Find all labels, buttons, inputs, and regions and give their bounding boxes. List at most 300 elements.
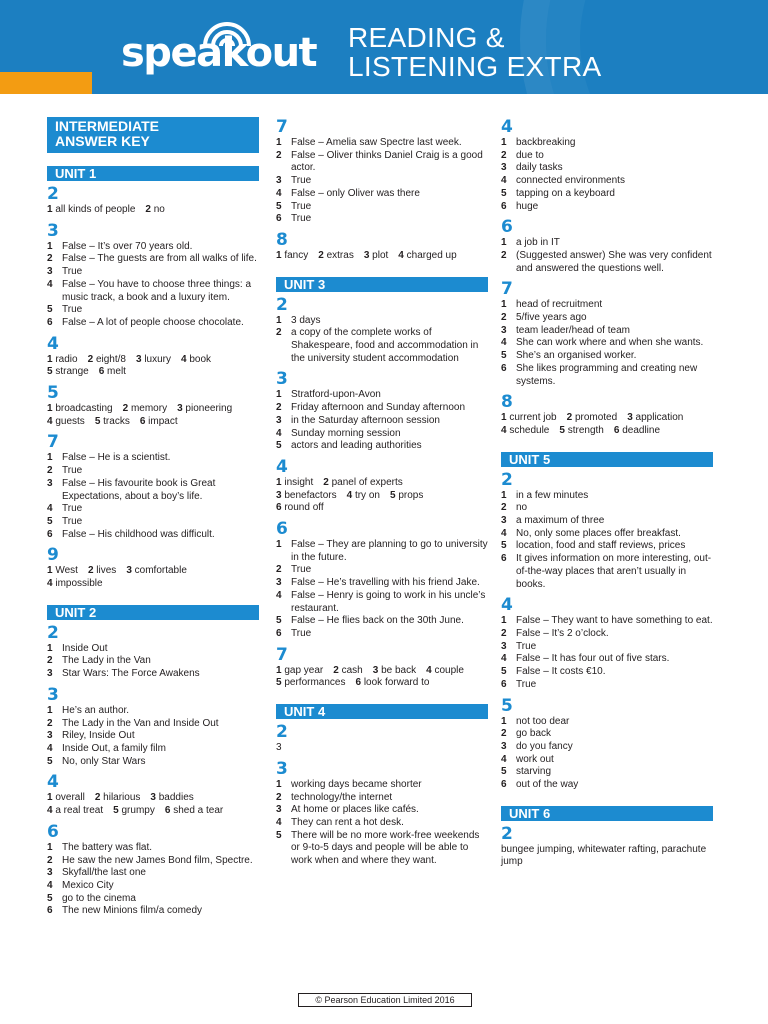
answer-number: 2 xyxy=(47,253,53,265)
answer-number: 5 xyxy=(94,415,101,427)
answer-number: 3 xyxy=(276,489,282,501)
answer-text: broadcasting xyxy=(55,403,113,415)
answer-number: 1 xyxy=(47,240,53,252)
answer-text: The Lady in the Van and Inside Out xyxy=(62,717,219,729)
answer-text: panel of experts xyxy=(331,476,403,488)
answer-text: in a few minutes xyxy=(516,489,589,501)
exercise-number: 6 xyxy=(276,519,288,540)
answer-text: go to the cinema xyxy=(62,892,136,904)
answer-number: 6 xyxy=(501,678,507,690)
answer-text: West xyxy=(55,565,78,577)
answer-number: 4 xyxy=(398,249,404,261)
exercise-number: 2 xyxy=(501,823,513,844)
answer-text: promoted xyxy=(574,412,618,424)
answer-line xyxy=(47,403,259,416)
answer-number: 2 xyxy=(501,312,507,324)
exercise-number: 7 xyxy=(276,117,288,137)
answer-number: 1 xyxy=(47,353,53,365)
answer-text: True xyxy=(62,304,83,316)
answer-text: try on xyxy=(354,489,380,501)
answer-item xyxy=(276,779,488,792)
exercise xyxy=(276,118,488,230)
answer-item xyxy=(501,779,713,792)
section-gap xyxy=(47,918,259,922)
answer-text: False – He flies back on the 30th June. xyxy=(291,615,464,627)
answer-item xyxy=(47,304,259,317)
answer-number: 3 xyxy=(47,266,53,278)
answer-text: technology/the internet xyxy=(291,791,393,803)
answer-number: 3 xyxy=(501,324,507,336)
answer-item xyxy=(47,842,259,855)
exercise-number: 5 xyxy=(47,383,59,404)
answer-text: False – He’s travelling with his friend Jake. xyxy=(291,577,480,589)
answer-number: 1 xyxy=(276,137,282,148)
answer-number: 2 xyxy=(87,565,94,577)
answer-number: 2 xyxy=(333,664,339,676)
answer-number: 1 xyxy=(276,314,282,326)
answer-item xyxy=(276,830,488,868)
column-1 xyxy=(47,117,259,922)
unit-heading: UNIT 3 xyxy=(276,277,488,292)
answer-text: False – His childhood was difficult. xyxy=(62,528,215,540)
answer-item xyxy=(501,175,713,188)
answer-number: 3 xyxy=(47,730,53,742)
answer-number: 3 xyxy=(126,565,132,577)
section-gap xyxy=(501,692,713,696)
answer-item xyxy=(47,718,259,731)
answer-number: 4 xyxy=(47,879,53,891)
answer-item xyxy=(276,188,488,201)
answer-item xyxy=(276,415,488,428)
answer-item xyxy=(47,643,259,656)
answer-number: 2 xyxy=(145,204,151,215)
answer-text: performances xyxy=(284,677,346,689)
answer-text: False – They want to have something to eat. xyxy=(516,615,713,627)
section-gap xyxy=(276,690,488,694)
answer-item xyxy=(276,539,488,564)
answer-number: 1 xyxy=(276,778,282,790)
answer-text: She likes programming and creating new systems. xyxy=(516,362,698,387)
answer-text: She can work where and when she wants. xyxy=(516,337,704,349)
answer-text: cash xyxy=(341,664,363,676)
answer-line xyxy=(501,412,713,425)
section-gap xyxy=(47,591,259,595)
exercise-number: 7 xyxy=(276,644,288,665)
answer-text: False – The guests are from all walks of life. xyxy=(62,253,257,265)
answer-item xyxy=(501,137,713,150)
answer-number: 3 xyxy=(501,515,507,527)
answer-item xyxy=(47,668,259,681)
section-gap xyxy=(276,641,488,645)
answer-line xyxy=(276,665,488,678)
answer-text: a real treat xyxy=(55,805,104,817)
answer-text: strange xyxy=(55,366,89,378)
answer-number: 5 xyxy=(501,766,507,778)
answer-number: 4 xyxy=(501,424,507,436)
answer-item xyxy=(276,327,488,365)
answer-item xyxy=(47,465,259,478)
section-gap xyxy=(47,768,259,772)
answer-item xyxy=(501,754,713,767)
section-gap xyxy=(501,792,713,796)
answer-item xyxy=(47,503,259,516)
answer-number: 4 xyxy=(276,427,282,439)
answer-item xyxy=(47,266,259,279)
answer-line xyxy=(47,565,259,578)
answer-item xyxy=(501,350,713,363)
answer-item xyxy=(276,150,488,175)
exercise-number: 8 xyxy=(276,229,288,250)
answer-text: daily tasks xyxy=(516,162,563,174)
exercise xyxy=(276,296,488,370)
answer-number: 1 xyxy=(501,412,507,424)
logo-out: out xyxy=(245,30,317,76)
answer-text: current job xyxy=(509,412,557,424)
answer-text: The Lady in the Van xyxy=(62,655,151,667)
answer-item xyxy=(501,540,713,553)
answer-number: 3 xyxy=(276,175,282,187)
answer-item xyxy=(501,528,713,541)
answer-number: 4 xyxy=(501,337,507,349)
answer-item xyxy=(501,766,713,779)
answer-text: The battery was flat. xyxy=(62,841,153,853)
answer-text: fancy xyxy=(284,249,309,261)
answer-text: lives xyxy=(96,565,117,577)
exercise xyxy=(47,773,259,821)
answer-text: True xyxy=(516,640,537,652)
answer-number: 6 xyxy=(47,528,53,540)
answer-number: 5 xyxy=(276,615,282,627)
answer-text: working days became shorter xyxy=(291,778,422,790)
answer-number: 2 xyxy=(501,249,507,261)
answer-text: Inside Out xyxy=(62,642,108,654)
answer-text: False – He is a scientist. xyxy=(62,452,171,464)
answer-item xyxy=(501,716,713,729)
exercise-number: 4 xyxy=(47,772,59,793)
answer-text: False – Amelia saw Spectre last week. xyxy=(291,137,462,148)
answer-text: props xyxy=(398,489,424,501)
answer-text: actors and leading authorities xyxy=(291,440,422,452)
answer-number: 1 xyxy=(501,299,507,311)
answer-text: team leader/head of team xyxy=(516,324,630,336)
answer-text: comfortable xyxy=(134,565,187,577)
answer-number: 4 xyxy=(276,187,282,199)
answer-item xyxy=(501,679,713,692)
answer-item xyxy=(276,428,488,441)
answer-number: 2 xyxy=(87,353,94,365)
answer-text: melt xyxy=(107,366,126,378)
answer-number: 6 xyxy=(98,366,105,378)
answer-text: False – You have to choose three things: a music track, a book and a luxury item. xyxy=(62,278,252,303)
answer-item xyxy=(47,905,259,918)
answer-number: 3 xyxy=(47,668,53,680)
answer-text: a job in IT xyxy=(516,237,560,249)
answer-number: 2 xyxy=(47,717,53,729)
exercise-number: 8 xyxy=(501,392,513,413)
answer-number: 6 xyxy=(501,553,507,565)
answer-text: At home or places like cafés. xyxy=(291,804,419,816)
answer-text: Sunday morning session xyxy=(291,427,401,439)
answer-text: do you fancy xyxy=(516,740,573,752)
exercise-number: 3 xyxy=(276,758,288,779)
answer-item xyxy=(47,867,259,880)
answer-text: insight xyxy=(284,476,314,488)
answer-text: overall xyxy=(55,792,85,804)
answer-number: 4 xyxy=(47,415,53,427)
answer-text: go back xyxy=(516,728,552,740)
header-title xyxy=(348,23,601,81)
answer-text: connected environments xyxy=(516,175,625,187)
exercise-number: 2 xyxy=(276,722,288,743)
answer-text: Friday afternoon and Sunday afternoon xyxy=(291,402,466,414)
answer-item xyxy=(501,741,713,754)
section-gap xyxy=(276,515,488,519)
answer-item xyxy=(501,312,713,325)
exercise xyxy=(501,697,713,796)
answer-text: gap year xyxy=(284,664,324,676)
answer-item xyxy=(276,792,488,805)
level-title xyxy=(47,117,259,153)
exercise-number: 4 xyxy=(501,117,513,137)
exercise xyxy=(276,231,488,267)
answer-text: False – His favourite book is Great Expectations, about a boy’s life. xyxy=(62,477,216,502)
answer-number: 1 xyxy=(501,715,507,727)
answer-number: 3 xyxy=(501,740,507,752)
answer-text: Inside Out, a family film xyxy=(62,742,166,754)
speakout-logo xyxy=(121,30,317,76)
answer-number: 3 xyxy=(363,249,370,261)
answer-item xyxy=(276,817,488,830)
answer-number: 1 xyxy=(276,539,282,551)
answer-number: 5 xyxy=(276,440,282,452)
exercise-number: 3 xyxy=(47,684,59,705)
answer-text: True xyxy=(62,266,83,278)
answer-line xyxy=(276,677,488,690)
answer-number: 4 xyxy=(501,653,507,665)
answer-item xyxy=(501,728,713,741)
answer-text: eight/8 xyxy=(95,353,126,365)
answer-number: 4 xyxy=(47,578,53,590)
answer-number: 1 xyxy=(47,204,53,215)
answer-text: not too dear xyxy=(516,715,570,727)
answer-number: 4 xyxy=(346,489,353,501)
answer-item xyxy=(47,756,259,769)
answer-number: 6 xyxy=(501,200,507,212)
section-gap xyxy=(501,438,713,442)
answer-item xyxy=(276,590,488,615)
answer-number: 6 xyxy=(164,805,171,817)
answer-number: 3 xyxy=(177,403,183,415)
answer-text: True xyxy=(291,213,312,225)
answer-text: grumpy xyxy=(121,805,155,817)
exercise-number: 5 xyxy=(501,695,513,716)
answer-text: False – Henry is going to work in his uncle’s restaurant. xyxy=(291,589,486,614)
answer-text: True xyxy=(291,200,312,212)
answer-number: 3 xyxy=(276,577,282,589)
section-gap xyxy=(47,541,259,545)
exercise xyxy=(501,596,713,695)
answer-number: 2 xyxy=(276,327,282,339)
answer-item xyxy=(501,515,713,528)
answer-number: 6 xyxy=(501,362,507,374)
answer-number: 2 xyxy=(501,502,507,514)
answer-item xyxy=(47,253,259,266)
answer-line xyxy=(501,425,713,438)
section-gap xyxy=(276,226,488,230)
answer-text: hilarious xyxy=(103,792,141,804)
answer-text: bungee jumping, whitewater rafting, parachute jump xyxy=(501,843,707,868)
answer-item xyxy=(276,175,488,188)
header-title-line1: READING & xyxy=(348,22,505,53)
answer-item xyxy=(276,402,488,415)
answer-item xyxy=(501,490,713,503)
answer-number: 1 xyxy=(276,664,282,676)
answer-number: 5 xyxy=(501,350,507,362)
answer-number: 3 xyxy=(627,412,633,424)
answer-number: 6 xyxy=(355,677,362,689)
answer-text: True xyxy=(62,465,83,477)
answer-text: He saw the new James Bond film, Spectre. xyxy=(62,854,253,866)
answer-item xyxy=(276,615,488,628)
section-gap xyxy=(276,263,488,267)
answer-number: 2 xyxy=(47,465,53,477)
answer-text: book xyxy=(189,353,212,365)
answer-item xyxy=(47,317,259,330)
answer-number: 5 xyxy=(276,677,282,689)
answer-item xyxy=(276,137,488,150)
answer-text: They can rent a hot desk. xyxy=(291,816,404,828)
answer-text: a maximum of three xyxy=(516,515,605,527)
answer-item xyxy=(47,452,259,465)
answer-text: The new Minions film/a comedy xyxy=(62,905,203,917)
answer-text: It gives information on more interesting, out-of-the-way places that aren’t usually in books. xyxy=(516,553,712,590)
answer-text: backbreaking xyxy=(516,137,576,148)
answer-item xyxy=(47,279,259,304)
answer-number: 6 xyxy=(501,779,507,791)
answer-text: due to xyxy=(516,149,544,161)
exercise xyxy=(501,471,713,596)
exercise xyxy=(276,520,488,645)
answer-line xyxy=(47,204,259,217)
answer-item xyxy=(47,730,259,743)
page-header xyxy=(0,0,768,94)
answer-number: 2 xyxy=(323,476,329,488)
answer-item xyxy=(501,553,713,591)
logo-sound-waves-icon xyxy=(197,20,257,46)
section-gap xyxy=(501,591,713,595)
answer-text: deadline xyxy=(622,424,661,436)
answer-number: 5 xyxy=(389,489,396,501)
section-gap xyxy=(276,755,488,759)
answer-text: False – They are planning to go to university in the future. xyxy=(291,539,488,563)
exercise-number: 2 xyxy=(276,294,288,315)
answer-text: False – It’s over 70 years old. xyxy=(62,240,193,252)
orange-accent-stripe xyxy=(0,72,92,94)
answer-number: 6 xyxy=(613,424,620,436)
section-gap xyxy=(47,217,259,221)
exercise xyxy=(47,624,259,685)
answer-number: 4 xyxy=(501,175,507,187)
exercise xyxy=(276,646,488,694)
answer-number: 4 xyxy=(181,353,187,365)
answer-text: plot xyxy=(372,249,389,261)
answer-number: 2 xyxy=(276,149,282,161)
unit-heading: UNIT 6 xyxy=(501,806,713,821)
answer-number: 6 xyxy=(47,316,53,328)
answer-number: 3 xyxy=(501,640,507,652)
answer-number: 4 xyxy=(276,816,282,828)
section-gap xyxy=(47,330,259,334)
exercise-number: 4 xyxy=(47,333,59,354)
answer-number: 1 xyxy=(501,237,507,249)
answer-item xyxy=(501,237,713,250)
answer-text: Stratford-upon-Avon xyxy=(291,389,381,401)
answer-item xyxy=(276,389,488,402)
section-gap xyxy=(47,379,259,383)
answer-text: radio xyxy=(55,353,78,365)
section-gap xyxy=(47,681,259,685)
answer-text: True xyxy=(291,627,312,639)
answer-text: impossible xyxy=(55,578,103,590)
answer-text: schedule xyxy=(509,424,550,436)
answer-text: pioneering xyxy=(185,403,233,415)
answer-item xyxy=(47,705,259,718)
answer-number: 4 xyxy=(501,527,507,539)
answer-item xyxy=(276,577,488,590)
answer-number: 1 xyxy=(47,642,53,654)
answer-number: 2 xyxy=(276,564,282,576)
answer-number: 2 xyxy=(501,627,507,639)
answer-number: 1 xyxy=(47,704,53,716)
section-gap xyxy=(47,818,259,822)
answer-item xyxy=(501,615,713,628)
answer-number: 2 xyxy=(47,655,53,667)
unit-heading: UNIT 5 xyxy=(501,452,713,467)
level-title-line2: ANSWER KEY xyxy=(55,133,150,149)
answer-item xyxy=(47,516,259,529)
answer-item xyxy=(47,880,259,893)
answer-text: head of recruitment xyxy=(516,299,603,311)
answer-line xyxy=(276,477,488,490)
section-gap xyxy=(276,868,488,872)
copyright-footer: © Pearson Education Limited 2016 xyxy=(298,993,472,1007)
answer-number: 6 xyxy=(139,415,146,427)
exercise xyxy=(276,458,488,519)
answer-number: 2 xyxy=(501,149,507,161)
unit-heading: UNIT 2 xyxy=(47,605,259,620)
answer-text: No, only some places offer breakfast. xyxy=(516,527,681,539)
answer-item xyxy=(501,299,713,312)
answer-number: 5 xyxy=(501,187,507,199)
answer-text: Skyfall/the last one xyxy=(62,867,146,879)
answer-text: shed a tear xyxy=(173,805,224,817)
answer-number: 1 xyxy=(47,403,53,415)
answer-text: False – It costs €10. xyxy=(516,666,606,678)
answer-item xyxy=(501,250,713,275)
exercise xyxy=(501,825,713,873)
answer-item xyxy=(501,628,713,641)
exercise xyxy=(276,760,488,872)
answer-text: starving xyxy=(516,766,552,778)
answer-item xyxy=(501,337,713,350)
level-title-line1: INTERMEDIATE xyxy=(55,118,159,134)
answer-text: huge xyxy=(516,200,539,212)
answer-number: 1 xyxy=(501,615,507,627)
exercise-number: 2 xyxy=(47,184,59,204)
answer-number: 5 xyxy=(47,515,53,527)
answer-number: 6 xyxy=(276,213,282,225)
answer-item xyxy=(47,478,259,503)
